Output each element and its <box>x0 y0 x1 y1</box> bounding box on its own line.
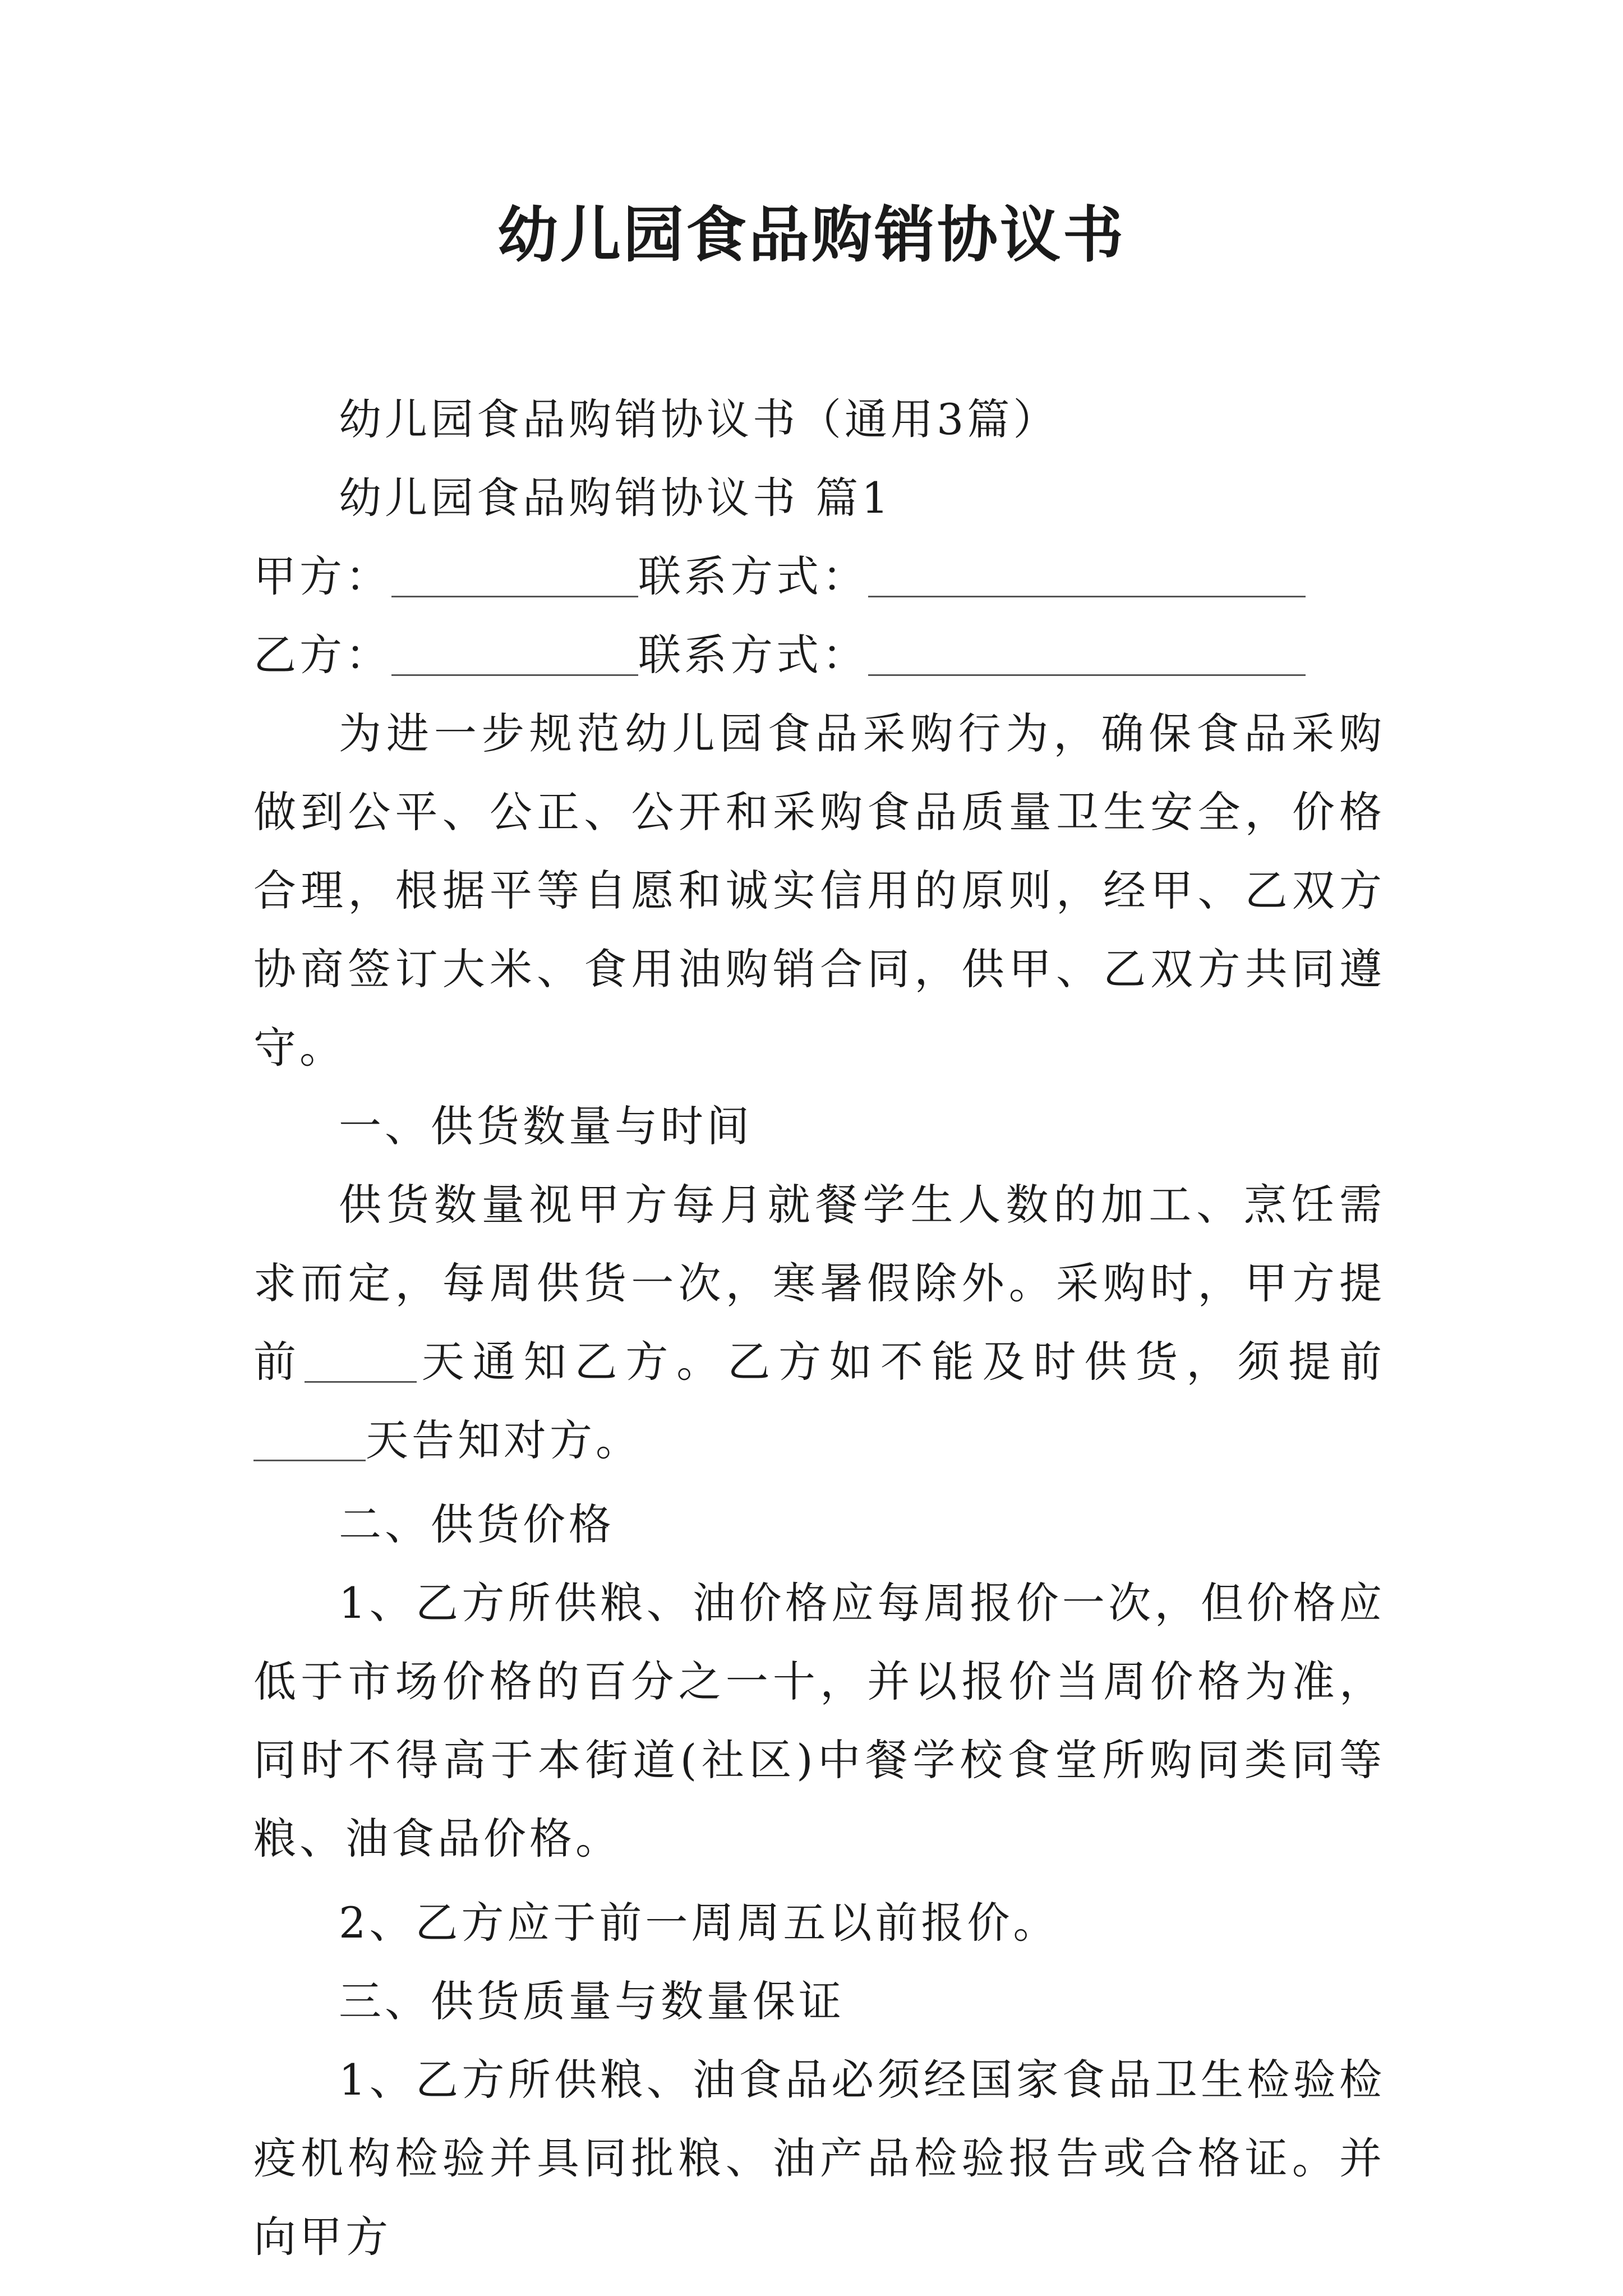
party-b-contact-blank <box>868 632 1306 676</box>
document-title: 幼儿园食品购销协议书 <box>497 200 1126 270</box>
section-3-paragraph-1: 1、乙方所供粮、油食品必须经国家食品卫生检验检疫机构检验并具同批粮、油产品检验报告或合格证。并向甲方 <box>253 2055 1385 2262</box>
section-2-paragraph-1: 1、乙方所供粮、油价格应每周报价一次，但价格应低于市场价格的百分之一十，并以报价当周价格为准，同时不得高于本街道(社区)中餐学校食堂所购同类同等粮、油食品价格。 <box>253 1578 1385 1864</box>
party-a-label: 甲方： <box>253 551 391 601</box>
section-1-text-b: 天通知乙方。乙方如不能及时供货，须提前 <box>416 1337 1386 1387</box>
party-b-row <box>253 616 1385 694</box>
party-b-name-blank <box>391 632 638 676</box>
advance-days-blank <box>253 1417 366 1461</box>
party-a-contact-blank <box>868 553 1306 597</box>
section-heading: 幼儿园食品购销协议书 篇1 <box>339 473 892 523</box>
section-2-paragraph-2: 2、乙方应于前一周周五以前报价。 <box>339 1898 1059 1948</box>
document-subtitle: 幼儿园食品购销协议书（通用3篇） <box>339 394 1059 444</box>
intro-paragraph: 为进一步规范幼儿园食品采购行为，确保食品采购做到公平、公正、公开和采购食品质量卫生安全，价格合理，根据平等自愿和诚实信用的原则，经甲、乙双方协商签订大米、食用油购销合同，供甲、乙双方共同遵守。 <box>253 708 1385 1073</box>
section-1-text-c: 天告知对方。 <box>366 1415 642 1465</box>
party-b-contact-label: 联系方式： <box>638 630 868 680</box>
section-3-heading: 三、供货质量与数量保证 <box>339 1976 845 2026</box>
section-1-heading: 一、供货数量与时间 <box>339 1101 753 1151</box>
section-2-heading: 二、供货价格 <box>339 1499 615 1549</box>
notice-days-blank <box>305 1338 417 1383</box>
party-a-name-blank <box>391 553 638 597</box>
document-body <box>253 380 1385 2276</box>
party-a-contact-label: 联系方式： <box>638 551 868 601</box>
party-b-label: 乙方： <box>253 630 391 680</box>
section-1-paragraph <box>253 1166 1385 1480</box>
party-a-row <box>253 537 1385 616</box>
section-1-text-a: 供货数量视甲方每月就餐学生人数的加工、烹饪需求而定，每周供货一次，寒暑假除外。采购时，甲方提前 <box>253 1180 1385 1387</box>
